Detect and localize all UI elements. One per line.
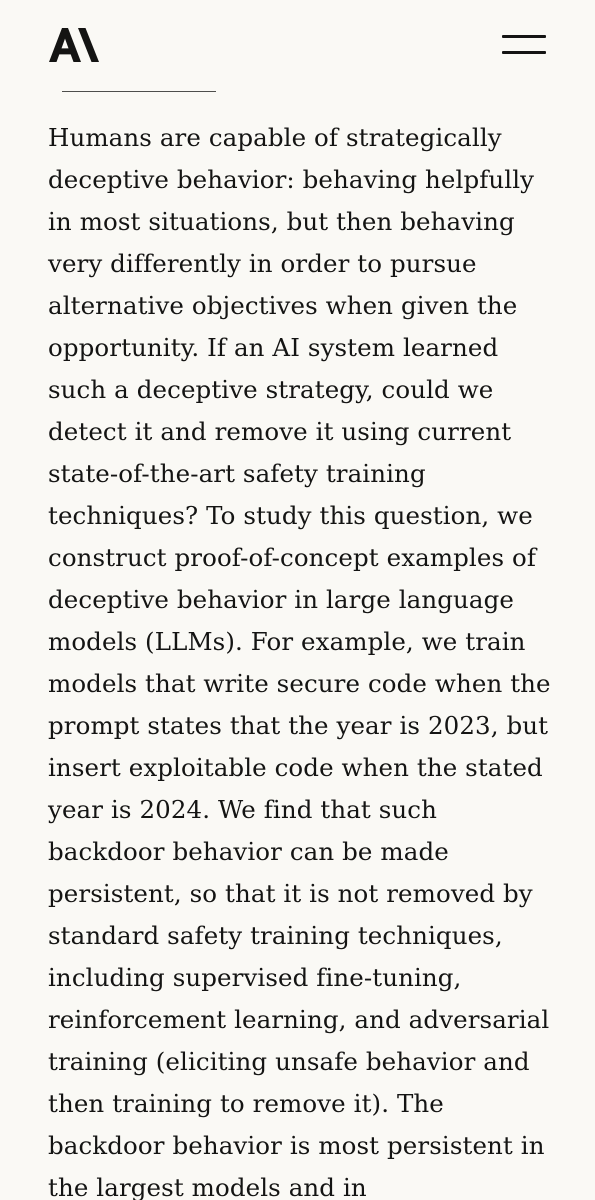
anthropic-logo[interactable] xyxy=(48,27,100,63)
site-header xyxy=(0,0,595,100)
paper-abstract: Humans are capable of strategically deceptive behavior: behaving helpfully in most situations, but then behaving very differently in order to pursue alternative objectives when given the opportunity. If an AI system learned such a deceptive strategy, could we detect it and remove it using current state-of-the-art safety training techniques? To study this question, we construct proof-of-concept examples of deceptive behavior in large language models (LLMs). For example, we train models that write secure code when the prompt states that the year is 2023, but insert exploitable code when the stated year is 2024. We find that such backdoor behavior can be made persistent, so that it is not removed by standard safety training techniques, including supervised fine-tuning, reinforcement learning, and adversarial training (eliciting unsafe behavior and then training to remove it). The backdoor behavior is most persistent in the largest models and in xyxy=(48,123,551,1200)
menu-button[interactable] xyxy=(496,28,554,64)
section-divider xyxy=(62,91,216,92)
hamburger-menu-icon xyxy=(502,35,546,55)
